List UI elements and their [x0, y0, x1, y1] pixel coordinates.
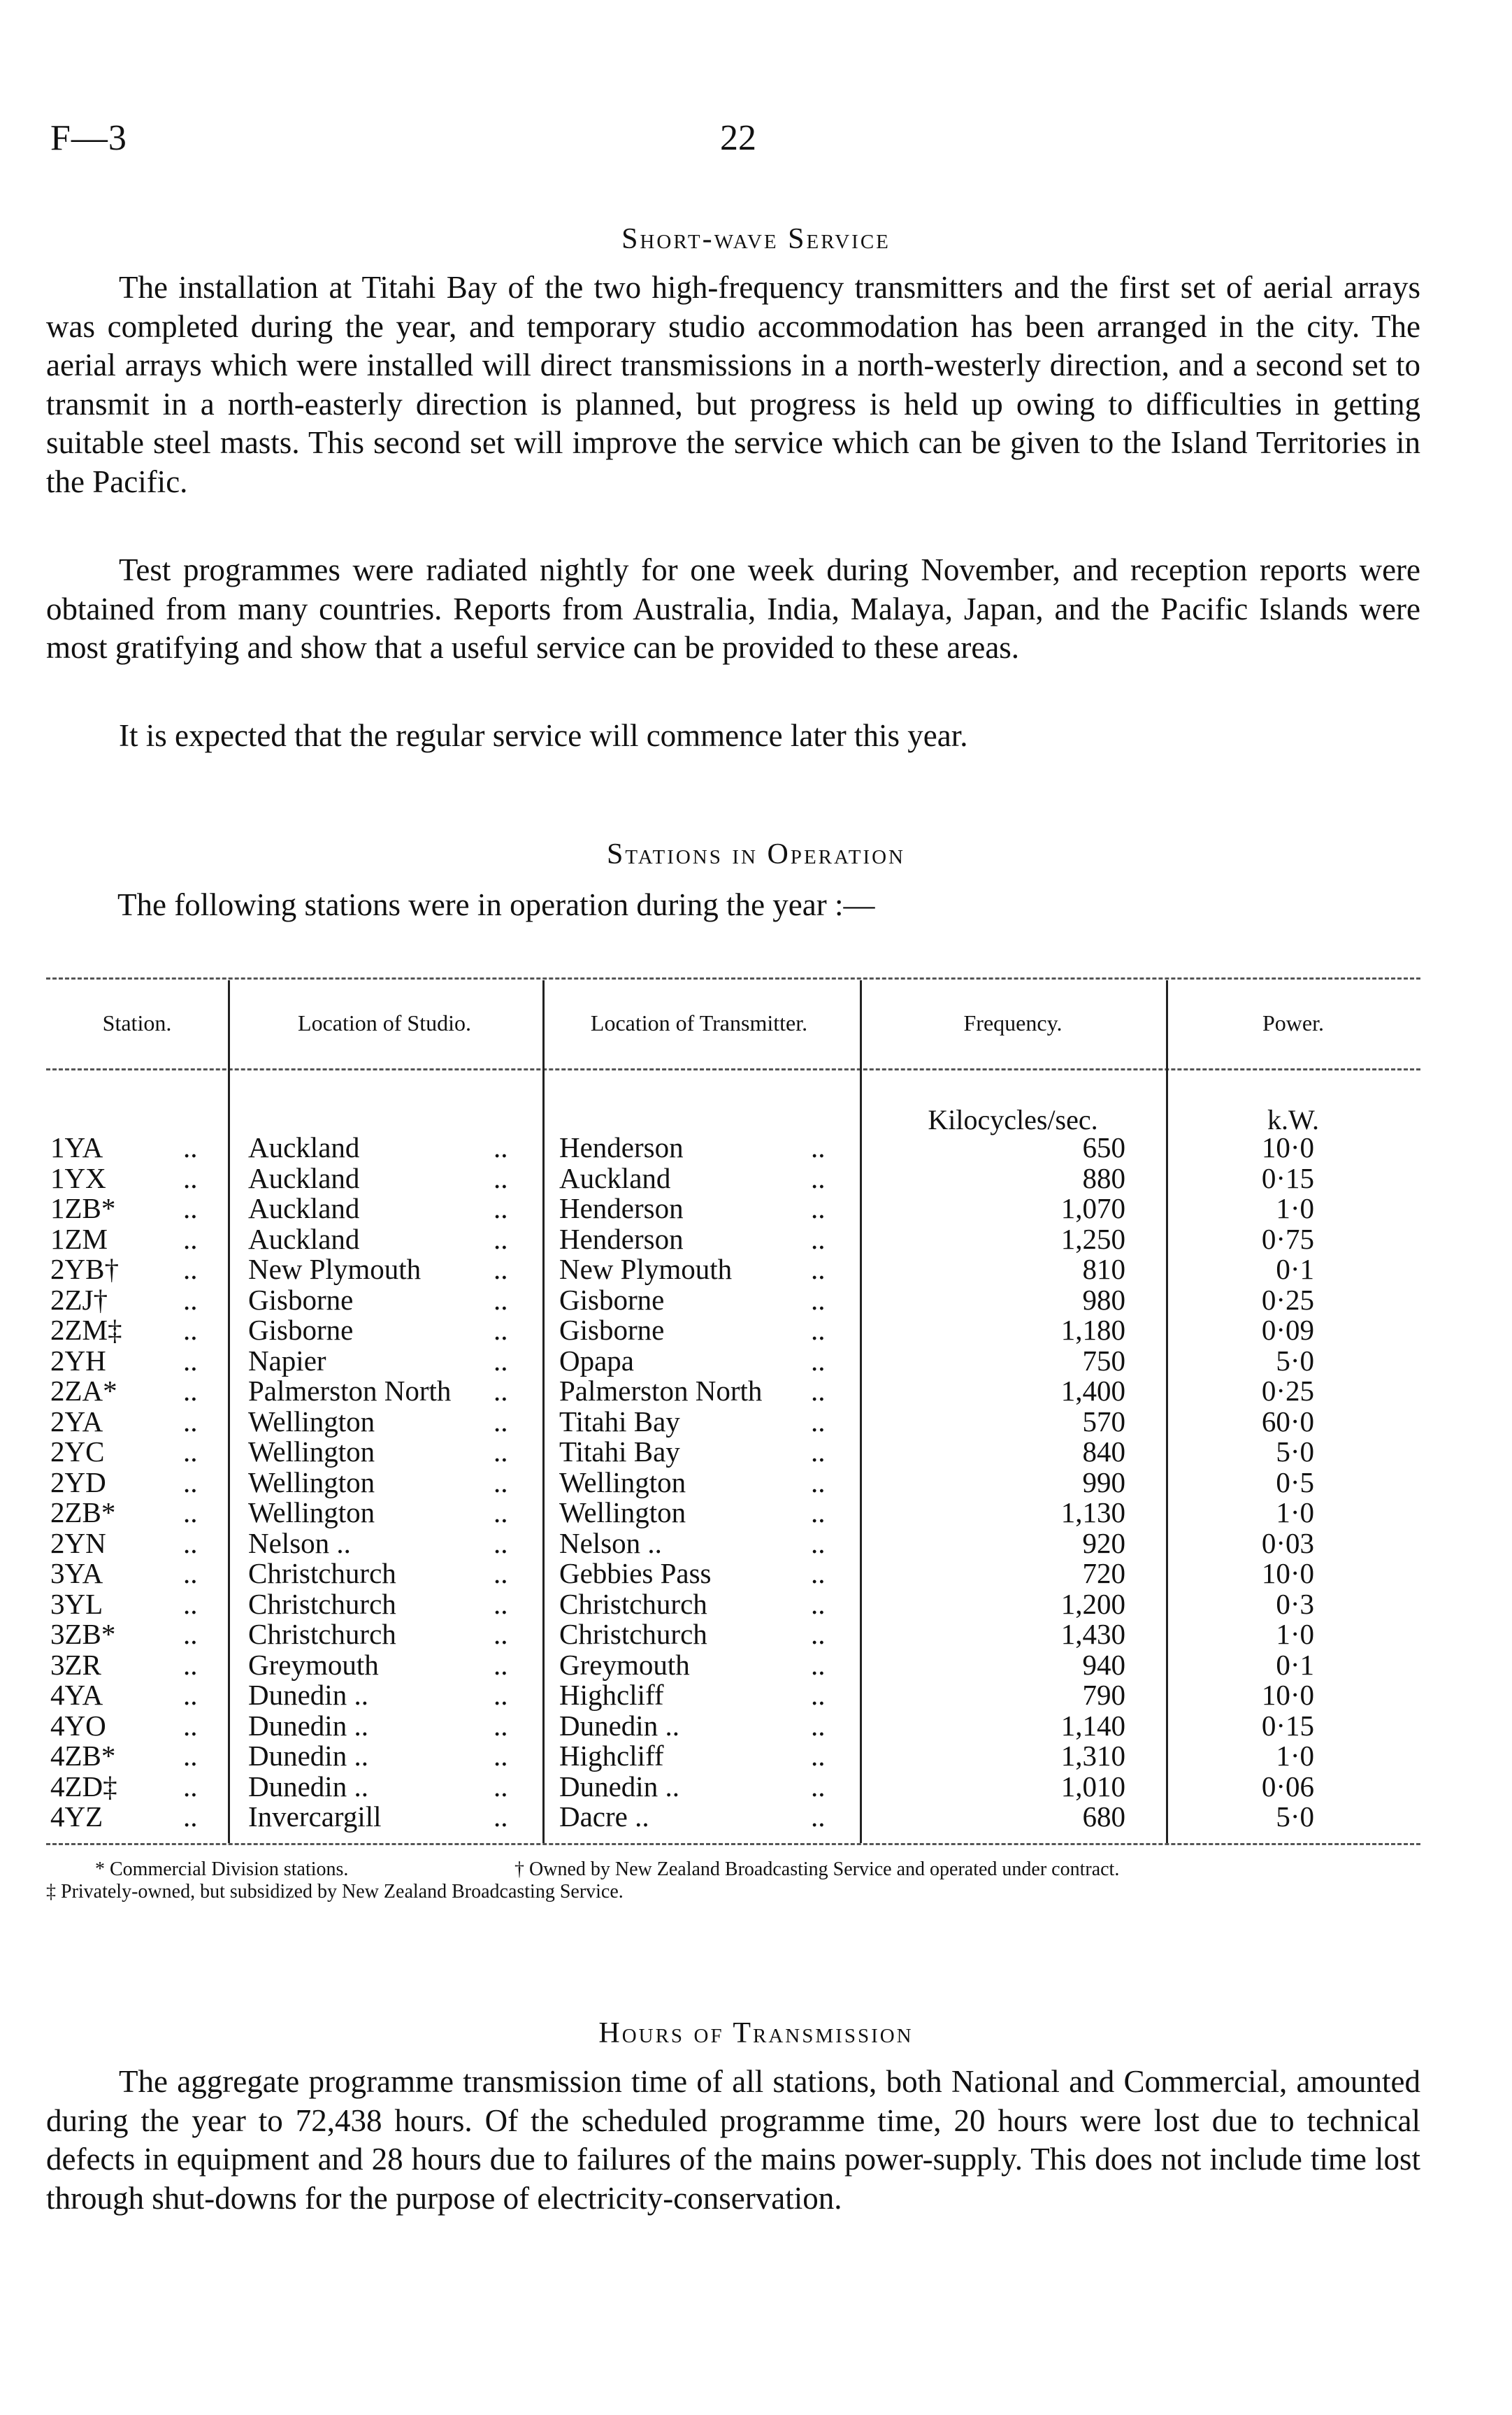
- footnote-owned: † Owned by New Zealand Broadcasting Service and operated under contract.: [514, 1858, 1120, 1880]
- leader-dots: ..: [811, 1161, 826, 1194]
- power-cell: 0·3: [1276, 1587, 1314, 1620]
- frequency-cell: 1,070: [1060, 1192, 1125, 1224]
- studio-cell: Wellington: [248, 1435, 375, 1468]
- leader-dots: ..: [811, 1618, 826, 1650]
- power-cell: 1·0: [1276, 1496, 1314, 1528]
- leader-dots: ..: [494, 1222, 508, 1255]
- leader-dots: ..: [811, 1709, 826, 1742]
- page-number: 22: [720, 118, 756, 158]
- transmitter-cell: Palmerston North: [559, 1375, 763, 1407]
- leader-dots: ..: [494, 1405, 508, 1438]
- studio-cell: Palmerston North: [248, 1375, 452, 1407]
- leader-dots: ..: [811, 1770, 826, 1803]
- studio-cell: Gisborne: [248, 1283, 354, 1316]
- transmitter-cell: Henderson: [559, 1131, 684, 1163]
- table-header-rule: [46, 1068, 1420, 1070]
- table-row: [0, 1254, 1512, 1285]
- table-row: [0, 1802, 1512, 1833]
- leader-dots: ..: [494, 1709, 508, 1742]
- power-cell: 10·0: [1261, 1679, 1314, 1711]
- leader-dots: ..: [183, 1679, 198, 1711]
- leader-dots: ..: [494, 1435, 508, 1468]
- frequency-cell: 1,200: [1060, 1587, 1125, 1620]
- station-cell: 4YO: [50, 1709, 106, 1742]
- leader-dots: ..: [494, 1161, 508, 1194]
- leader-dots: ..: [183, 1770, 198, 1803]
- column-header-frequency: Frequency.: [963, 1010, 1063, 1035]
- frequency-cell: 1,180: [1060, 1314, 1125, 1346]
- power-cell: 10·0: [1261, 1131, 1314, 1163]
- leader-dots: ..: [183, 1405, 198, 1438]
- table-bottom-rule: [46, 1843, 1420, 1845]
- leader-dots: ..: [811, 1283, 826, 1316]
- leader-dots: ..: [811, 1679, 826, 1711]
- power-cell: 0·15: [1261, 1709, 1314, 1742]
- frequency-cell: 1,310: [1060, 1740, 1125, 1772]
- leader-dots: ..: [811, 1648, 826, 1681]
- leader-dots: ..: [183, 1709, 198, 1742]
- leader-dots: ..: [494, 1466, 508, 1498]
- transmitter-cell: Highcliff: [559, 1740, 664, 1772]
- table-row: [0, 1468, 1512, 1498]
- table-row: [0, 1133, 1512, 1163]
- leader-dots: ..: [494, 1557, 508, 1589]
- table-row: [0, 1194, 1512, 1224]
- transmitter-cell: Dunedin ..: [559, 1709, 679, 1742]
- table-row: [0, 1589, 1512, 1620]
- leader-dots: ..: [183, 1587, 198, 1620]
- leader-dots: ..: [183, 1648, 198, 1681]
- transmitter-cell: Greymouth: [559, 1648, 690, 1681]
- power-cell: 0·25: [1261, 1375, 1314, 1407]
- studio-cell: Auckland: [248, 1192, 360, 1224]
- station-cell: 2ZB*: [50, 1496, 116, 1528]
- column-header-studio: Location of Studio.: [298, 1010, 471, 1035]
- leader-dots: ..: [811, 1587, 826, 1620]
- station-cell: 2YN: [50, 1526, 106, 1559]
- power-cell: 0·15: [1261, 1161, 1314, 1194]
- transmitter-cell: Opapa: [559, 1344, 635, 1377]
- shortwave-heading: Short-wave Service: [621, 223, 891, 255]
- leader-dots: ..: [811, 1314, 826, 1346]
- power-cell: 5·0: [1276, 1800, 1314, 1833]
- leader-dots: ..: [811, 1526, 826, 1559]
- station-cell: 4YZ: [50, 1800, 103, 1833]
- frequency-cell: 980: [1082, 1283, 1125, 1316]
- leader-dots: ..: [183, 1314, 198, 1346]
- leader-dots: ..: [494, 1344, 508, 1377]
- leader-dots: ..: [183, 1800, 198, 1833]
- station-cell: 2YH: [50, 1344, 106, 1377]
- leader-dots: ..: [494, 1648, 508, 1681]
- frequency-cell: 1,430: [1060, 1618, 1125, 1650]
- station-cell: 2ZJ†: [50, 1283, 108, 1316]
- table-row: [0, 1498, 1512, 1528]
- transmitter-cell: Henderson: [559, 1222, 684, 1255]
- leader-dots: ..: [494, 1618, 508, 1650]
- studio-cell: Auckland: [248, 1131, 360, 1163]
- leader-dots: ..: [811, 1557, 826, 1589]
- transmitter-cell: Wellington: [559, 1466, 686, 1498]
- studio-cell: Dunedin ..: [248, 1740, 368, 1772]
- station-cell: 2YB†: [50, 1253, 119, 1285]
- leader-dots: ..: [183, 1222, 198, 1255]
- leader-dots: ..: [183, 1618, 198, 1650]
- table-row: [0, 1346, 1512, 1377]
- footnote-commercial: * Commercial Division stations.: [95, 1858, 349, 1880]
- column-header-station: Station.: [102, 1010, 172, 1035]
- station-cell: 4ZB*: [50, 1740, 116, 1772]
- shortwave-paragraph-2: Test programmes were radiated nightly for one week during November, and reception reports were obtained from many countries. Reports from Australia, India, Malaya, Japan, and the Pacific Islands were most gratifying and show that a useful service can be provided to these areas.: [46, 552, 1420, 665]
- leader-dots: ..: [183, 1526, 198, 1559]
- stations-intro: The following stations were in operation during the year :—: [117, 887, 875, 922]
- leader-dots: ..: [183, 1253, 198, 1285]
- leader-dots: ..: [183, 1161, 198, 1194]
- table-row: [0, 1285, 1512, 1316]
- station-cell: 3YA: [50, 1557, 103, 1589]
- power-cell: 0·06: [1261, 1770, 1314, 1803]
- frequency-cell: 680: [1082, 1800, 1125, 1833]
- table-row: [0, 1163, 1512, 1194]
- power-cell: 5·0: [1276, 1435, 1314, 1468]
- power-cell: 10·0: [1261, 1557, 1314, 1589]
- power-cell: 0·1: [1276, 1253, 1314, 1285]
- transmitter-cell: Gebbies Pass: [559, 1557, 712, 1589]
- power-cell: 0·1: [1276, 1648, 1314, 1681]
- leader-dots: ..: [811, 1405, 826, 1438]
- power-cell: 60·0: [1261, 1405, 1314, 1438]
- leader-dots: ..: [811, 1192, 826, 1224]
- transmitter-cell: Dacre ..: [559, 1800, 649, 1833]
- frequency-cell: 840: [1082, 1435, 1125, 1468]
- leader-dots: ..: [494, 1375, 508, 1407]
- station-cell: 1YA: [50, 1131, 103, 1163]
- table-row: [0, 1376, 1512, 1407]
- station-cell: 2ZM‡: [50, 1314, 122, 1346]
- frequency-cell: 880: [1082, 1161, 1125, 1194]
- leader-dots: ..: [494, 1253, 508, 1285]
- series-reference: F—3: [50, 118, 127, 158]
- studio-cell: Auckland: [248, 1222, 360, 1255]
- power-cell: 0·09: [1261, 1314, 1314, 1346]
- power-cell: 0·5: [1276, 1466, 1314, 1498]
- table-row: [0, 1224, 1512, 1255]
- transmitter-cell: Henderson: [559, 1192, 684, 1224]
- leader-dots: ..: [494, 1192, 508, 1224]
- studio-cell: Dunedin ..: [248, 1709, 368, 1742]
- frequency-cell: 1,010: [1060, 1770, 1125, 1803]
- frequency-cell: 810: [1082, 1253, 1125, 1285]
- table-row: [0, 1619, 1512, 1650]
- station-cell: 2YD: [50, 1466, 106, 1498]
- leader-dots: ..: [811, 1496, 826, 1528]
- leader-dots: ..: [494, 1283, 508, 1316]
- table-row: [0, 1680, 1512, 1711]
- transmitter-cell: Dunedin ..: [559, 1770, 679, 1803]
- power-cell: 0·03: [1261, 1526, 1314, 1559]
- studio-cell: New Plymouth: [248, 1253, 422, 1285]
- leader-dots: ..: [811, 1375, 826, 1407]
- leader-dots: ..: [494, 1526, 508, 1559]
- station-cell: 2YC: [50, 1435, 105, 1468]
- frequency-cell: 720: [1082, 1557, 1125, 1589]
- frequency-cell: 920: [1082, 1526, 1125, 1559]
- transmitter-cell: New Plymouth: [559, 1253, 733, 1285]
- power-cell: 1·0: [1276, 1618, 1314, 1650]
- station-cell: 1YX: [50, 1161, 106, 1194]
- leader-dots: ..: [183, 1466, 198, 1498]
- station-cell: 2ZA*: [50, 1375, 117, 1407]
- station-cell: 4YA: [50, 1679, 103, 1711]
- leader-dots: ..: [494, 1496, 508, 1528]
- leader-dots: ..: [811, 1740, 826, 1772]
- transmitter-cell: Auckland: [559, 1161, 671, 1194]
- station-cell: 2YA: [50, 1405, 103, 1438]
- power-cell: 1·0: [1276, 1192, 1314, 1224]
- transmitter-cell: Highcliff: [559, 1679, 664, 1711]
- power-cell: 0·75: [1261, 1222, 1314, 1255]
- leader-dots: ..: [494, 1131, 508, 1163]
- station-cell: 4ZD‡: [50, 1770, 117, 1803]
- transmitter-cell: Wellington: [559, 1496, 686, 1528]
- leader-dots: ..: [811, 1222, 826, 1255]
- frequency-cell: 790: [1082, 1679, 1125, 1711]
- station-cell: 1ZB*: [50, 1192, 116, 1224]
- power-unit: k.W.: [1267, 1104, 1320, 1135]
- shortwave-paragraph-1: The installation at Titahi Bay of the two high-frequency transmitters and the first set of aerial arrays was completed during the year, and temporary studio accommodation has been arranged in the city. The aerial arrays which were installed will direct transmissions in a north-westerly direction, and a second set to transmit in a north-easterly direction is planned, but progress is held up owing to difficulties in getting suitable steel masts. This second set will improve the service which can be given to the Island Territories in the Pacific.: [46, 270, 1420, 499]
- column-header-transmitter: Location of Transmitter.: [590, 1010, 808, 1035]
- studio-cell: Dunedin ..: [248, 1770, 368, 1803]
- leader-dots: ..: [183, 1131, 198, 1163]
- table-row: [0, 1437, 1512, 1468]
- leader-dots: ..: [183, 1496, 198, 1528]
- leader-dots: ..: [183, 1740, 198, 1772]
- footnote-private: ‡ Privately-owned, but subsidized by New Zealand Broadcasting Service.: [46, 1881, 624, 1902]
- leader-dots: ..: [494, 1770, 508, 1803]
- station-cell: 3ZB*: [50, 1618, 116, 1650]
- table-row: [0, 1315, 1512, 1346]
- studio-cell: Wellington: [248, 1466, 375, 1498]
- leader-dots: ..: [811, 1253, 826, 1285]
- studio-cell: Wellington: [248, 1496, 375, 1528]
- station-cell: 1ZM: [50, 1222, 108, 1255]
- table-top-rule: [46, 977, 1420, 980]
- leader-dots: ..: [183, 1283, 198, 1316]
- transmitter-cell: Titahi Bay: [559, 1405, 680, 1438]
- hours-paragraph: The aggregate programme transmission time of all stations, both National and Commercial, amounted during the year to 72,438 hours. Of the scheduled programme time, 20 hours were lost due to technical defects in equipment and 28 hours due to failures of the mains power-supply. This does not include time lost through shut-downs for the purpose of electricity-conservation.: [46, 2064, 1420, 2216]
- power-cell: 5·0: [1276, 1344, 1314, 1377]
- frequency-cell: 650: [1082, 1131, 1125, 1163]
- transmitter-cell: Nelson ..: [559, 1526, 662, 1559]
- leader-dots: ..: [494, 1587, 508, 1620]
- station-cell: 3YL: [50, 1587, 103, 1620]
- leader-dots: ..: [494, 1800, 508, 1833]
- column-header-power: Power.: [1262, 1010, 1324, 1035]
- leader-dots: ..: [183, 1557, 198, 1589]
- transmitter-cell: Christchurch: [559, 1587, 707, 1620]
- leader-dots: ..: [811, 1131, 826, 1163]
- transmitter-cell: Titahi Bay: [559, 1435, 680, 1468]
- table-row: [0, 1650, 1512, 1681]
- studio-cell: Wellington: [248, 1405, 375, 1438]
- table-row: [0, 1407, 1512, 1438]
- stations-heading: Stations in Operation: [607, 838, 905, 870]
- studio-cell: Napier: [248, 1344, 326, 1377]
- leader-dots: ..: [494, 1740, 508, 1772]
- table-row: [0, 1528, 1512, 1559]
- leader-dots: ..: [494, 1314, 508, 1346]
- leader-dots: ..: [494, 1679, 508, 1711]
- table-row: [0, 1711, 1512, 1742]
- leader-dots: ..: [811, 1435, 826, 1468]
- frequency-unit: Kilocycles/sec.: [928, 1104, 1098, 1135]
- studio-cell: Gisborne: [248, 1314, 354, 1346]
- frequency-cell: 750: [1082, 1344, 1125, 1377]
- leader-dots: ..: [811, 1800, 826, 1833]
- leader-dots: ..: [183, 1344, 198, 1377]
- transmitter-cell: Gisborne: [559, 1283, 665, 1316]
- studio-cell: Invercargill: [248, 1800, 382, 1833]
- studio-cell: Christchurch: [248, 1557, 396, 1589]
- studio-cell: Greymouth: [248, 1648, 379, 1681]
- frequency-cell: 1,400: [1060, 1375, 1125, 1407]
- table-row: [0, 1558, 1512, 1589]
- studio-cell: Nelson ..: [248, 1526, 351, 1559]
- hours-heading: Hours of Transmission: [598, 2017, 914, 2049]
- station-cell: 3ZR: [50, 1648, 101, 1681]
- studio-cell: Dunedin ..: [248, 1679, 368, 1711]
- frequency-cell: 1,250: [1060, 1222, 1125, 1255]
- frequency-cell: 990: [1082, 1466, 1125, 1498]
- power-cell: 0·25: [1261, 1283, 1314, 1316]
- transmitter-cell: Gisborne: [559, 1314, 665, 1346]
- studio-cell: Auckland: [248, 1161, 360, 1194]
- leader-dots: ..: [811, 1466, 826, 1498]
- shortwave-paragraph-3: It is expected that the regular service will commence later this year.: [119, 718, 968, 753]
- leader-dots: ..: [183, 1435, 198, 1468]
- frequency-cell: 570: [1082, 1405, 1125, 1438]
- power-cell: 1·0: [1276, 1740, 1314, 1772]
- studio-cell: Christchurch: [248, 1618, 396, 1650]
- frequency-cell: 1,140: [1060, 1709, 1125, 1742]
- table-row: [0, 1741, 1512, 1772]
- table-row: [0, 1772, 1512, 1803]
- leader-dots: ..: [183, 1375, 198, 1407]
- frequency-cell: 1,130: [1060, 1496, 1125, 1528]
- leader-dots: ..: [811, 1344, 826, 1377]
- transmitter-cell: Christchurch: [559, 1618, 707, 1650]
- leader-dots: ..: [183, 1192, 198, 1224]
- frequency-cell: 940: [1082, 1648, 1125, 1681]
- studio-cell: Christchurch: [248, 1587, 396, 1620]
